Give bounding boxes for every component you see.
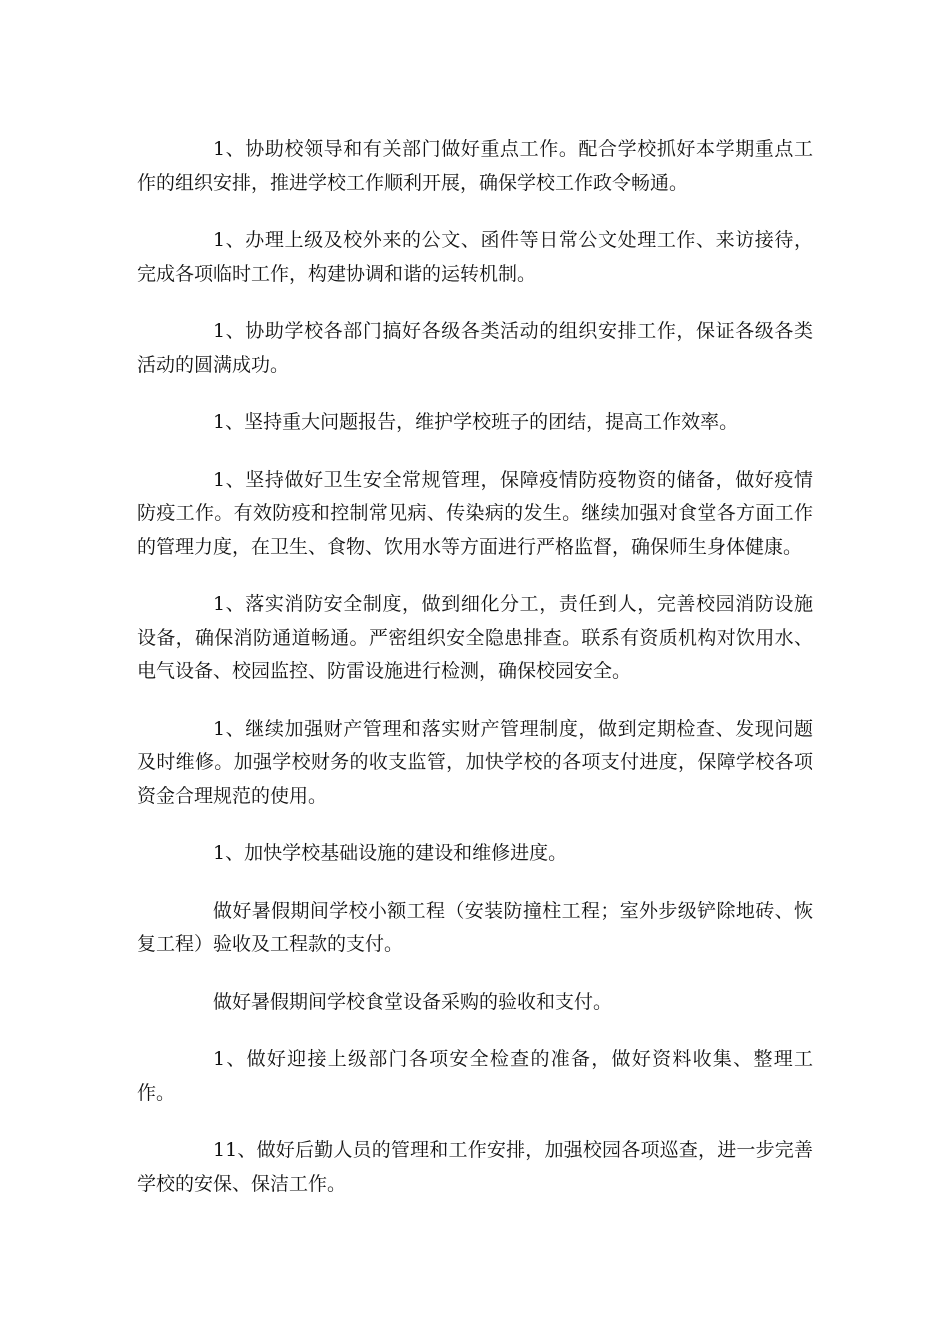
paragraph-5: 1、坚持做好卫生安全常规管理，保障疫情防疫物资的储备，做好疫情防疫工作。有效防疫和控制常见病、传染病的发生。继续加强对食堂各方面工作的管理力度，在卫生、食物、饮用水等方面进行严格监督，确保师生身体健康。 xyxy=(137,468,813,558)
paragraph-6: 1、落实消防安全制度，做到细化分工，责任到人，完善校园消防设施设备，确保消防通道畅通。严密组织安全隐患排查。联系有资质机构对饮用水、电气设备、校园监控、防雷设施进行检测，确保校园安全。 xyxy=(137,593,813,682)
paragraph-9: 做好暑假期间学校小额工程（安装防撞柱工程；室外步级铲除地砖、恢复工程）验收及工程款的支付。 xyxy=(137,899,813,955)
paragraph-2: 1、办理上级及校外来的公文、函件等日常公文处理工作、来访接待，完成各项临时工作，构建协调和谐的运转机制。 xyxy=(137,229,813,285)
paragraph-7: 1、继续加强财产管理和落实财产管理制度，做到定期检查、发现问题及时维修。加强学校财务的收支监管，加快学校的各项支付进度，保障学校各项资金合理规范的使用。 xyxy=(137,717,813,807)
document-body xyxy=(137,133,813,1225)
paragraph-1: 1、协助校领导和有关部门做好重点工作。配合学校抓好本学期重点工作的组织安排，推进学校工作顺利开展，确保学校工作政令畅通。 xyxy=(137,138,813,194)
paragraph-10: 做好暑假期间学校食堂设备采购的验收和支付。 xyxy=(213,990,613,1013)
paragraph-4: 1、坚持重大问题报告，维护学校班子的团结，提高工作效率。 xyxy=(213,411,739,433)
paragraph-8: 1、加快学校基础设施的建设和维修进度。 xyxy=(213,842,568,864)
paragraph-3: 1、协助学校各部门搞好各级各类活动的组织安排工作，保证各级各类活动的圆满成功。 xyxy=(137,320,813,376)
paragraph-12: 11、做好后勤人员的管理和工作安排，加强校园各项巡查，进一步完善学校的安保、保洁工作。 xyxy=(137,1139,813,1195)
paragraph-11: 1、做好迎接上级部门各项安全检查的准备，做好资料收集、整理工作。 xyxy=(137,1048,813,1104)
